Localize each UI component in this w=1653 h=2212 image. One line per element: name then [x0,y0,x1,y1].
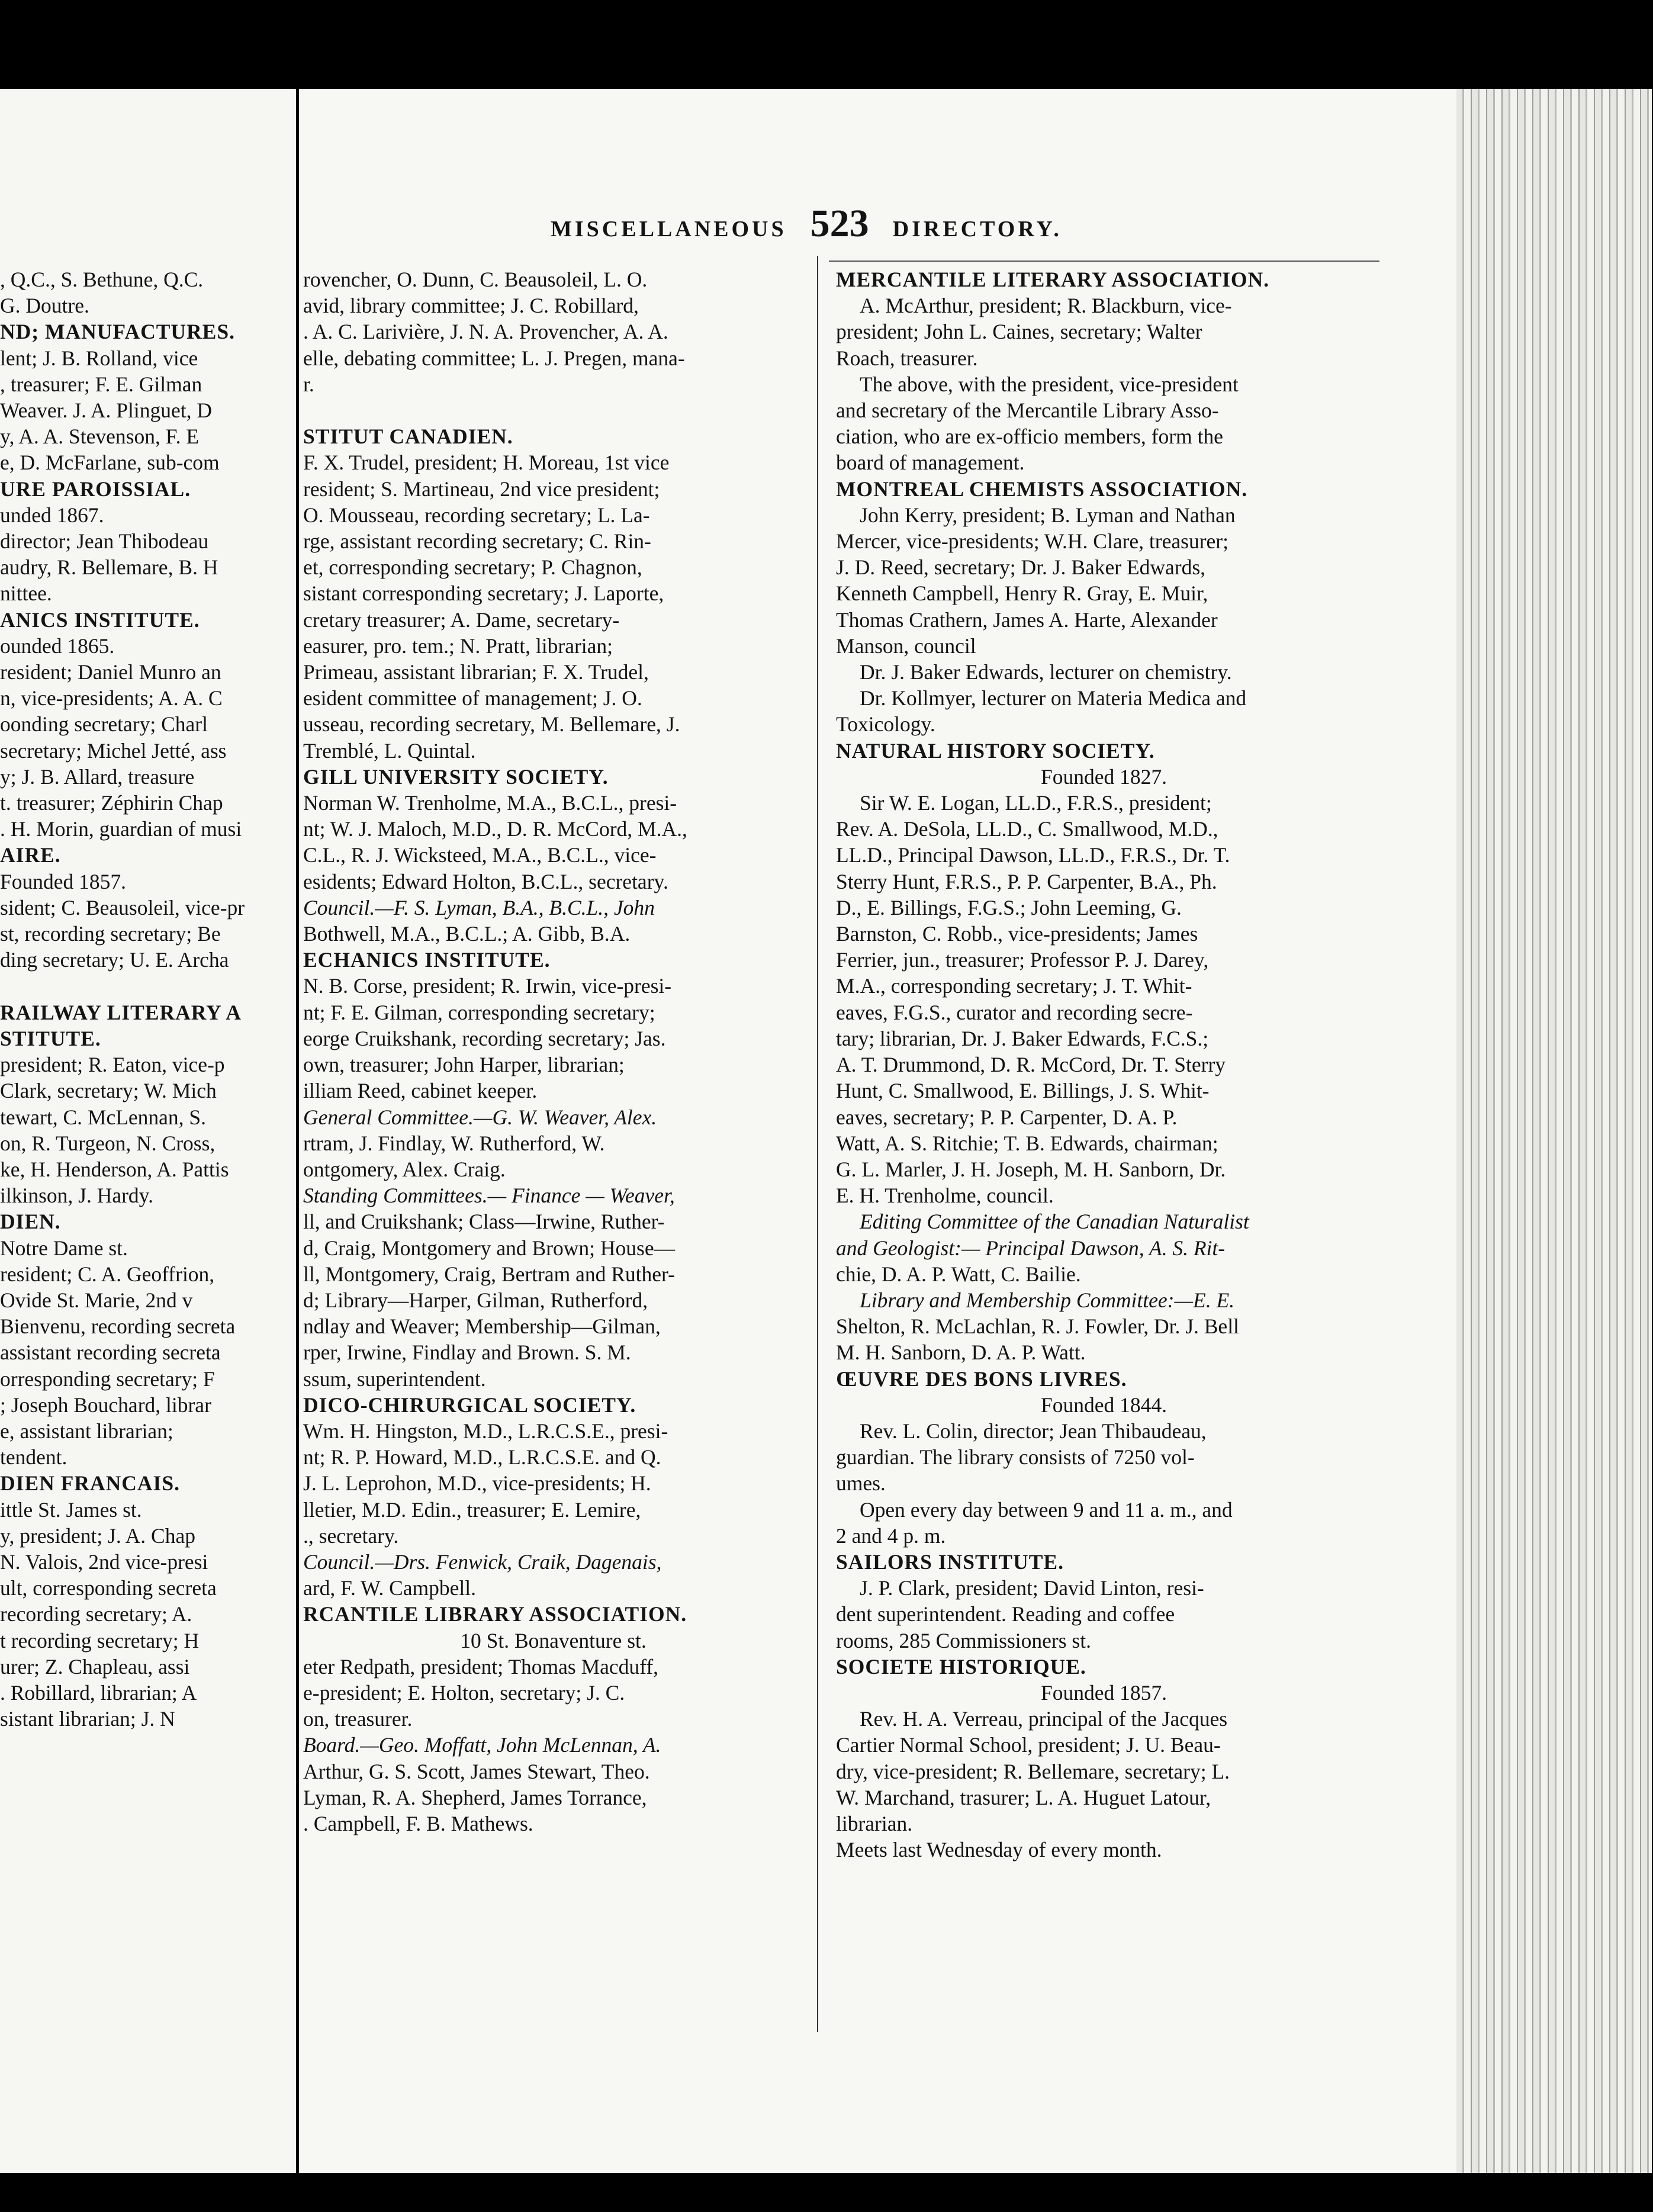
text-line: Kenneth Campbell, Henry R. Gray, E. Muir, [836,581,1208,606]
text-line: Founded 1857. [1041,1680,1167,1705]
text-line: D., E. Billings, F.G.S.; John Leeming, G. [836,895,1182,919]
text-line: Weaver. J. A. Plinguet, D [0,398,213,423]
text-line: NATURAL HISTORY SOCIETY. [836,738,1155,763]
text-line: Library and Membership Committee:—E. E. [860,1288,1235,1312]
text-line: director; Jean Thibodeau [0,529,209,554]
text-line: C.L., R. J. Wicksteed, M.A., B.C.L., vice- [303,843,657,867]
text-line: Dr. J. Baker Edwards, lecturer on chemistry. [860,660,1232,684]
text-line: GILL UNIVERSITY SOCIETY. [303,764,609,789]
text-line: Bienvenu, recording secreta [0,1314,236,1339]
text-line: RAILWAY LITERARY A [0,1000,242,1024]
text-line: nt; R. P. Howard, M.D., L.R.C.S.E. and Q. [303,1445,661,1470]
text-line: General Committee.—G. W. Weaver, Alex. [303,1105,657,1129]
text-line: M. H. Sanborn, D. A. P. Watt. [836,1340,1086,1365]
text-line: Rev. L. Colin, director; Jean Thibaudeau, [860,1419,1207,1443]
text-line: Open every day between 9 and 11 a. m., and [860,1497,1233,1522]
text-line: Barnston, C. Robb., vice-presidents; James [836,922,1198,946]
text-line: Primeau, assistant librarian; F. X. Trudel, [303,660,649,684]
text-line: nittee. [0,581,52,606]
text-line: N. B. Corse, president; R. Irwin, vice-presi- [303,974,672,998]
text-line: rtram, J. Findlay, W. Rutherford, W. [303,1131,605,1155]
text-line: Rev. A. DeSola, LL.D., C. Smallwood, M.D., [836,817,1218,841]
text-line: LL.D., Principal Dawson, LL.D., F.R.S., Dr. T. [836,843,1230,867]
text-line: ding secretary; U. E. Archa [0,948,229,972]
text-line: usseau, recording secretary, M. Bellemare, J. [303,712,680,737]
text-line: nt; F. E. Gilman, corresponding secretary; [303,1000,655,1024]
text-line: DIEN. [0,1210,61,1234]
text-line: Hunt, C. Smallwood, E. Billings, J. S. Whit- [836,1079,1210,1103]
text-line: unded 1867. [0,503,104,527]
text-line: e, D. McFarlane, sub-com [0,451,220,475]
text-line: . Campbell, F. B. Mathews. [303,1811,533,1835]
text-line: ciation, who are ex-officio members, form the [836,425,1223,449]
text-line: Tremblé, L. Quintal. [303,738,476,763]
text-line: , treasurer; F. E. Gilman [0,372,202,396]
text-line: easurer, pro. tem.; N. Pratt, librarian; [303,634,613,658]
text-line: et, corresponding secretary; P. Chagnon, [303,555,642,580]
text-line: Thomas Crathern, James A. Harte, Alexander [836,607,1218,632]
text-line: ssum, superintendent. [303,1367,486,1391]
text-line: John Kerry, president; B. Lyman and Nathan [860,503,1236,527]
text-line: Notre Dame st. [0,1236,128,1260]
text-line: president; John L. Caines, secretary; Walter [836,320,1202,344]
text-line: J. L. Leprohon, M.D., vice-presidents; H. [303,1471,651,1496]
text-line: avid, library committee; J. C. Robillard, [303,294,639,318]
text-line: ult, corresponding secreta [0,1576,217,1600]
text-line: audry, R. Bellemare, B. H [0,555,218,580]
column-rule [817,256,818,2032]
text-line: MONTREAL CHEMISTS ASSOCIATION. [836,477,1248,501]
text-line: Editing Committee of the Canadian Naturalist [860,1210,1249,1234]
text-line: ECHANICS INSTITUTE. [303,948,551,972]
text-line: Shelton, R. McLachlan, R. J. Fowler, Dr. J. Bell [836,1314,1239,1339]
text-line: RCANTILE LIBRARY ASSOCIATION. [303,1602,687,1626]
text-line: umes. [836,1471,886,1496]
text-line: rge, assistant recording secretary; C. Rin- [303,529,651,554]
text-line: F. X. Trudel, president; H. Moreau, 1st vice [303,451,670,475]
text-line: 10 St. Bonaventure st. [460,1628,647,1652]
running-head-right: DIRECTORY. [892,217,1062,242]
text-line: . A. C. Larivière, J. N. A. Provencher, A. A. [303,320,668,344]
text-line: J. D. Reed, secretary; Dr. J. Baker Edwards, [836,555,1206,580]
text-line: assistant recording secreta [0,1340,221,1365]
text-line: Mercer, vice-presidents; W.H. Clare, treasurer; [836,529,1229,554]
text-line: Bothwell, M.A., B.C.L.; A. Gibb, B.A. [303,922,631,946]
text-line: esident committee of management; J. O. [303,686,642,710]
text-line: Founded 1857. [0,869,126,893]
text-line: ll, and Cruikshank; Class—Irwine, Ruther- [303,1210,665,1234]
text-line: t recording secretary; H [0,1628,200,1652]
right-column [836,266,1372,1863]
text-line: rooms, 285 Commissioners st. [836,1628,1091,1652]
text-line: N. Valois, 2nd vice-presi [0,1549,208,1574]
text-line: y, president; J. A. Chap [0,1523,195,1548]
text-line: y, A. A. Stevenson, F. E [0,425,200,449]
text-line: Founded 1844. [1041,1393,1167,1417]
text-line: cretary treasurer; A. Dame, secretary- [303,607,620,632]
text-line: chie, D. A. P. Watt, C. Bailie. [836,1262,1081,1286]
text-line: nt; W. J. Maloch, M.D., D. R. McCord, M.A., [303,817,687,841]
text-line: Lyman, R. A. Shepherd, James Torrance, [303,1785,647,1809]
text-line: W. Marchand, trasurer; L. A. Huguet Latour, [836,1785,1211,1809]
text-line: A. T. Drummond, D. R. McCord, Dr. T. Sterry [836,1053,1226,1077]
text-line: ilkinson, J. Hardy. [0,1184,154,1208]
text-line: Sir W. E. Logan, LL.D., F.R.S., president; [860,791,1212,815]
text-line: ittle St. James st. [0,1497,142,1522]
text-line: president; R. Eaton, vice-p [0,1053,225,1077]
text-line: orresponding secretary; F [0,1367,215,1391]
text-line: ndlay and Weaver; Membership—Gilman, [303,1314,661,1339]
text-line: e, assistant librarian; [0,1419,173,1443]
text-line: r. [303,372,314,396]
text-line: URE PAROISSIAL. [0,477,191,501]
text-line: own, treasurer; John Harper, librarian; [303,1053,625,1077]
text-line: DIEN FRANCAIS. [0,1471,180,1496]
text-line: e-president; E. Holton, secretary; J. C. [303,1680,625,1705]
text-line: ND; MANUFACTURES. [0,320,235,344]
text-line: recording secretary; A. [0,1602,192,1626]
text-line: rovencher, O. Dunn, C. Beausoleil, L. O. [303,268,648,291]
header-rule [829,261,1379,262]
text-line: ; Joseph Bouchard, librar [0,1393,211,1417]
text-line: eter Redpath, president; Thomas Macduff, [303,1654,659,1679]
text-line: y; J. B. Allard, treasure [0,764,195,789]
text-line: Council.—Drs. Fenwick, Craik, Dagenais, [303,1549,662,1574]
text-line: illiam Reed, cabinet keeper. [303,1079,538,1103]
text-line: Standing Committees.— Finance — Weaver, [303,1184,675,1208]
text-line: SAILORS INSTITUTE. [836,1549,1064,1574]
text-line: G. L. Marler, J. H. Joseph, M. H. Sanborn, Dr. [836,1157,1226,1181]
text-line: librarian. [836,1811,913,1835]
text-line: DICO-CHIRURGICAL SOCIETY. [303,1393,636,1417]
text-line: resident; Daniel Munro an [0,660,221,684]
text-line: oonding secretary; Charl [0,712,208,737]
text-line: 2 and 4 p. m. [836,1523,946,1548]
text-line [0,973,278,999]
text-line: STITUTE. [0,1026,101,1050]
page-number: 523 [810,202,869,245]
text-line: Ovide St. Marie, 2nd v [0,1288,193,1312]
text-line: eorge Cruikshank, recording secretary; Jas. [303,1026,666,1050]
text-line: dent superintendent. Reading and coffee [836,1602,1175,1626]
text-line: and secretary of the Mercantile Library Asso- [836,398,1219,423]
text-line: guardian. The library consists of 7250 vol- [836,1445,1195,1470]
text-line: Manson, council [836,634,976,658]
text-line: tewart, C. McLennan, S. [0,1105,207,1129]
text-line: on, R. Turgeon, N. Cross, [0,1131,216,1155]
text-line: rper, Irwine, Findlay and Brown. S. M. [303,1340,631,1365]
text-line: Meets last Wednesday of every month. [836,1838,1162,1862]
text-line: ontgomery, Alex. Craig. [303,1157,506,1181]
text-line: Sterry Hunt, F.R.S., P. P. Carpenter, B.A., Ph. [836,869,1217,893]
text-line: Roach, treasurer. [836,346,978,370]
running-head [551,201,1062,246]
text-line: Council.—F. S. Lyman, B.A., B.C.L., John [303,895,655,919]
text-line: Board.—Geo. Moffatt, John McLennan, A. [303,1733,661,1757]
text-line: st, recording secretary; Be [0,922,221,946]
text-line: eaves, F.G.S., curator and recording secre- [836,1000,1193,1024]
text-line: sident; C. Beausoleil, vice-pr [0,895,245,919]
running-head-left: MISCELLANEOUS [551,217,787,242]
text-line: esidents; Edward Holton, B.C.L., secretary. [303,869,668,893]
text-line: tendent. [0,1445,67,1470]
text-line: lletier, M.D. Edin., treasurer; E. Lemire, [303,1497,641,1522]
text-line: Toxicology. [836,712,935,737]
text-line: MERCANTILE LITERARY ASSOCIATION. [836,268,1270,291]
text-line: ard, F. W. Campbell. [303,1576,476,1600]
text-line: elle, debating committee; L. J. Pregen, mana- [303,346,685,370]
text-line: Founded 1827. [1041,764,1167,789]
text-line: E. H. Trenholme, council. [836,1184,1054,1208]
text-line: d; Library—Harper, Gilman, Rutherford, [303,1288,648,1312]
text-line: urer; Z. Chapleau, assi [0,1654,190,1679]
text-line: Norman W. Trenholme, M.A., B.C.L., presi- [303,791,677,815]
text-line: ., secretary. [303,1523,399,1548]
text-line: , Q.C., S. Bethune, Q.C. [0,268,204,291]
text-line: n, vice-presidents; A. A. C [0,686,223,710]
text-line: t. treasurer; Zéphirin Chap [0,791,223,815]
text-line: secretary; Michel Jetté, ass [0,738,227,763]
text-line [303,397,803,423]
text-line: The above, with the president, vice-president [860,372,1239,396]
text-line: . Robillard, librarian; A [0,1680,197,1705]
text-line: SOCIETE HISTORIQUE. [836,1654,1086,1679]
text-line: tary; librarian, Dr. J. Baker Edwards, F.C.S.; [836,1026,1209,1050]
text-line: Dr. Kollmyer, lecturer on Materia Medica and [860,686,1247,710]
text-line: O. Mousseau, recording secretary; L. La- [303,503,650,527]
text-line: sistant librarian; J. N [0,1707,175,1731]
text-line: sistant corresponding secretary; J. Laporte, [303,581,664,606]
text-line: ŒUVRE DES BONS LIVRES. [836,1367,1127,1391]
text-line: Wm. H. Hingston, M.D., L.R.C.S.E., presi- [303,1419,668,1443]
text-line: . H. Morin, guardian of musi [0,817,242,841]
text-line: STITUT CANADIEN. [303,425,513,449]
text-line: resident; C. A. Geoffrion, [0,1262,215,1286]
text-line: d, Craig, Montgomery and Brown; House— [303,1236,676,1260]
text-line: M.A., corresponding secretary; J. T. Whit- [836,974,1192,998]
middle-column [303,266,803,1837]
text-line: lent; J. B. Rolland, vice [0,346,198,370]
text-line: Arthur, G. S. Scott, James Stewart, Theo. [303,1759,650,1783]
text-line: A. McArthur, president; R. Blackburn, vice- [860,294,1232,318]
text-line: Ferrier, jun., treasurer; Professor P. J. Darey, [836,948,1209,972]
text-line: AIRE. [0,843,61,867]
text-line: and Geologist:— Principal Dawson, A. S. Rit- [836,1236,1226,1260]
text-line: ANICS INSTITUTE. [0,607,200,632]
text-line: Rev. H. A. Verreau, principal of the Jacques [860,1707,1228,1731]
text-line: Cartier Normal School, president; J. U. Beau- [836,1733,1221,1757]
text-line: dry, vice-president; R. Bellemare, secretary; L. [836,1759,1230,1783]
text-line: eaves, secretary; P. P. Carpenter, D. A. P. [836,1105,1178,1129]
text-line: board of management. [836,451,1025,475]
text-line: on, treasurer. [303,1707,413,1731]
left-column [0,266,278,1732]
text-line: ll, Montgomery, Craig, Bertram and Ruther- [303,1262,675,1286]
page-edges [1456,89,1652,2173]
text-line: G. Doutre. [0,294,89,318]
text-line: ounded 1865. [0,634,115,658]
text-line: resident; S. Martineau, 2nd vice president; [303,477,660,501]
text-line: ke, H. Henderson, A. Pattis [0,1157,229,1181]
text-line: Watt, A. S. Ritchie; T. B. Edwards, chairman; [836,1131,1218,1155]
text-line: J. P. Clark, president; David Linton, resi- [860,1576,1204,1600]
text-line: Clark, secretary; W. Mich [0,1079,217,1103]
